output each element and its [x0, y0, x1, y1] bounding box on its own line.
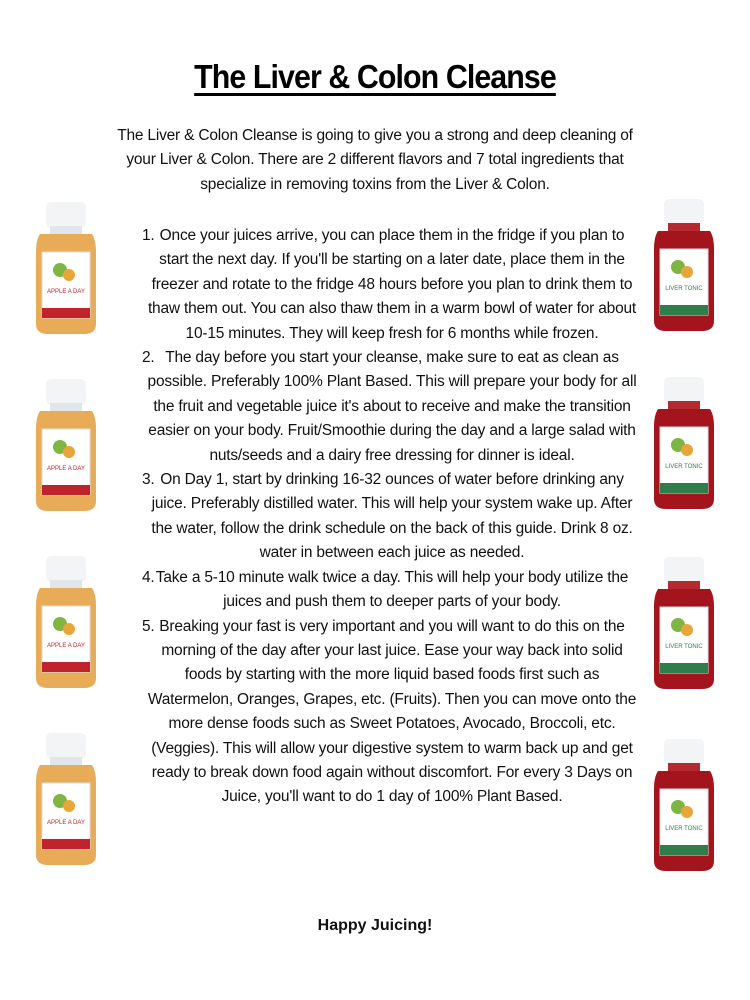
bottle-label-text: APPLE A DAY: [47, 289, 85, 295]
step-number: 2.: [142, 349, 155, 367]
steps-list: [112, 224, 638, 810]
list-item: [112, 224, 638, 346]
bottle-label-text: APPLE A DAY: [47, 643, 85, 649]
liver-tonic-bottle-image: [640, 197, 728, 333]
list-item: [112, 346, 638, 468]
step-number: 1.: [142, 227, 155, 244]
closing-text: Happy Juicing!: [317, 917, 433, 934]
liver-tonic-bottle-image: [640, 375, 728, 511]
step-text: Breaking your fast is very important and you will want to do this on the morning of the day after your last juice. Ease your way back into solid foods by starting with the more liquid based foods first such as Watermelon, Oranges, Grapes, etc. (Fruits). Then you can move onto the more dense foods such as Sweet Potatoes, Avocado, Broccoli, etc. (Veggies). This will allow your digestive system to warm back up and get ready to break down food again without discomfort. For every 3 Days on Juice, you'll want to do 1 day of 100% Plant Based.: [147, 617, 637, 806]
list-item: [112, 615, 638, 810]
bottle-label-text: LIVER TONIC: [665, 826, 703, 832]
bottle-label-text: LIVER TONIC: [665, 644, 703, 650]
step-number: 3.: [142, 471, 155, 489]
step-text: Take a 5-10 minute walk twice a day. This will help your body utilize the juices and push them to deeper parts of your body.: [155, 568, 629, 611]
list-item: [112, 566, 638, 615]
step-number: 4.: [142, 568, 155, 586]
apple-a-day-bottle-image: [22, 377, 110, 513]
step-number: 5.: [142, 617, 155, 635]
apple-a-day-bottle-image: [22, 731, 110, 867]
bottle-label-text: LIVER TONIC: [665, 464, 703, 470]
step-text: On Day 1, start by drinking 16-32 ounces of water before drinking any juice. Preferably distilled water. This will help your system wake up. After the water, follow the drink schedule on the back of this guide. Drink 8 oz. water in between each juice as needed.: [151, 471, 633, 562]
step-text: Once your juices arrive, you can place them in the fridge if you plan to start the next day. If you'll be starting on a later date, place them in the freezer and rotate to the fridge 48 hours before you plan to drink them to thaw them out. You can also thaw them in a warm bowl of water for about 10-15 minutes. They will keep fresh for 6 months while frozen.: [147, 227, 637, 342]
intro-paragraph: The Liver & Colon Cleanse is going to give you a strong and deep cleaning of your Liver & Colon. There are 2 different flavors and 7 total ingredients that specialize in removing toxins from the Liver & Colon.: [117, 127, 633, 193]
liver-tonic-bottle-image: [640, 555, 728, 691]
list-item: [112, 468, 638, 566]
bottle-label-text: APPLE A DAY: [47, 466, 85, 472]
step-text: The day before you start your cleanse, make sure to eat as clean as possible. Preferably 100% Plant Based. This will prepare your body for all the fruit and vegetable juice it's about to receive and make the transition easier on your body. Fruit/Smoothie during the day and a large salad with nuts/seeds and a dairy free dressing for dinner is ideal.: [147, 349, 637, 464]
bottle-label-text: APPLE A DAY: [47, 820, 85, 826]
bottle-label-text: LIVER TONIC: [665, 286, 703, 292]
apple-a-day-bottle-image: [22, 200, 110, 336]
liver-tonic-bottle-image: [640, 737, 728, 873]
apple-a-day-bottle-image: [22, 554, 110, 690]
page-title: The Liver & Colon Cleanse: [194, 58, 556, 95]
